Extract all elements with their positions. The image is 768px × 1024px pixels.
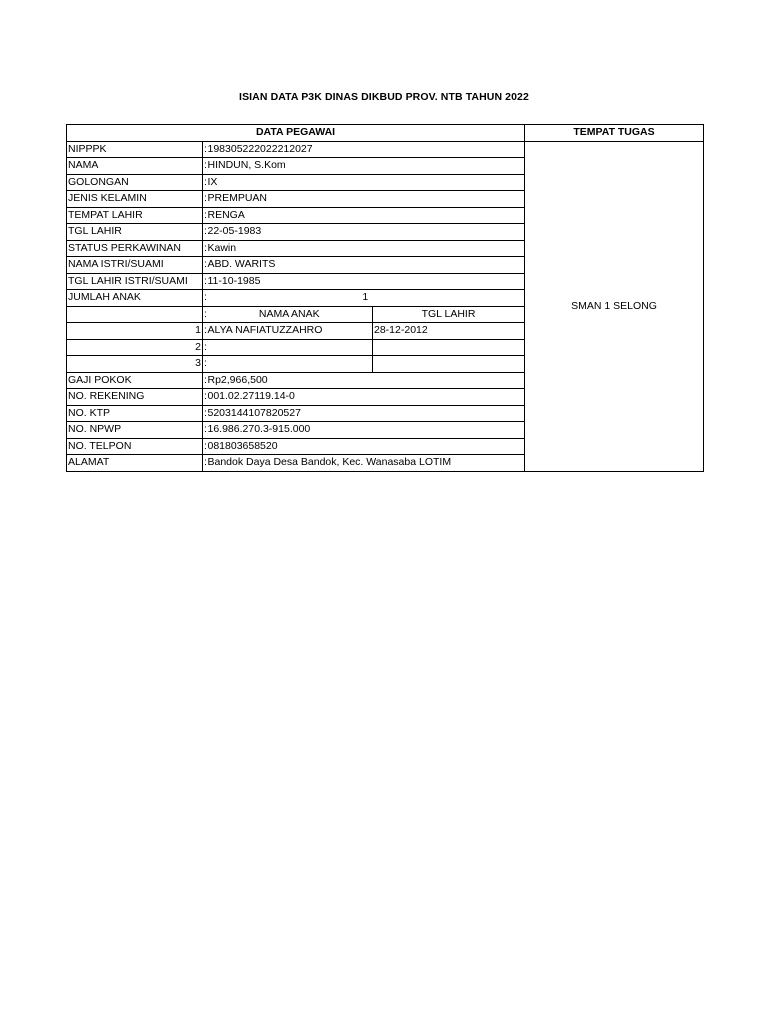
label-alamat: ALAMAT: [67, 455, 203, 472]
value-jenis-kelamin: PREMPUAN: [207, 191, 525, 208]
anak-tgl: [373, 356, 525, 373]
colon: :: [203, 207, 207, 224]
value-nama: HINDUN, S.Kom: [207, 158, 525, 175]
anak-no: 2: [67, 339, 203, 356]
label-no-rekening: NO. REKENING: [67, 389, 203, 406]
colon: :: [203, 389, 207, 406]
value-nama-istri-suami: ABD. WARITS: [207, 257, 525, 274]
value-no-telpon: 081803658520: [207, 438, 525, 455]
value-nipppk: 198305222022212027: [207, 141, 525, 158]
colon: :: [203, 158, 207, 175]
value-alamat: Bandok Daya Desa Bandok, Kec. Wanasaba LOTIM: [207, 455, 525, 472]
value-tgl-lahir: 22-05-1983: [207, 224, 525, 241]
header-tgl-lahir-anak: TGL LAHIR: [373, 306, 525, 323]
anak-nama: [207, 339, 373, 356]
anak-nama: [207, 356, 373, 373]
label-status-perkawinan: STATUS PERKAWINAN: [67, 240, 203, 257]
colon: :: [203, 372, 207, 389]
row-nipppk: [67, 141, 704, 158]
anak-tgl: 28-12-2012: [373, 323, 525, 340]
anak-tgl: [373, 339, 525, 356]
colon: :: [203, 224, 207, 241]
employee-data-table: [66, 124, 704, 472]
value-gaji-pokok: Rp2,966,500: [207, 372, 525, 389]
header-tempat-tugas: TEMPAT TUGAS: [525, 125, 704, 142]
colon: :: [203, 174, 207, 191]
value-no-npwp: 16.986.270.3-915.000: [207, 422, 525, 439]
anak-nama: ALYA NAFIATUZZAHRO: [207, 323, 373, 340]
value-no-rekening: 001.02.27119.14-0: [207, 389, 525, 406]
colon: :: [203, 455, 207, 472]
value-no-ktp: 5203144107820527: [207, 405, 525, 422]
value-tempat-lahir: RENGA: [207, 207, 525, 224]
value-status-perkawinan: Kawin: [207, 240, 525, 257]
label-nipppk: NIPPPK: [67, 141, 203, 158]
header-nama-anak: NAMA ANAK: [207, 306, 373, 323]
colon: :: [203, 240, 207, 257]
colon: :: [203, 356, 207, 373]
label-tgl-lahir-istri-suami: TGL LAHIR ISTRI/SUAMI: [67, 273, 203, 290]
colon: :: [203, 339, 207, 356]
colon: :: [203, 323, 207, 340]
colon: :: [203, 306, 207, 323]
colon: :: [203, 273, 207, 290]
value-tempat-tugas: SMAN 1 SELONG: [525, 141, 704, 471]
blank-cell: [67, 306, 203, 323]
colon: :: [203, 191, 207, 208]
header-data-pegawai: DATA PEGAWAI: [67, 125, 525, 142]
colon: :: [203, 405, 207, 422]
colon: :: [203, 257, 207, 274]
colon: :: [203, 141, 207, 158]
colon: :: [203, 290, 207, 307]
colon: :: [203, 438, 207, 455]
label-no-telpon: NO. TELPON: [67, 438, 203, 455]
label-no-npwp: NO. NPWP: [67, 422, 203, 439]
colon: :: [203, 422, 207, 439]
value-tgl-lahir-istri-suami: 11-10-1985: [207, 273, 525, 290]
label-nama-istri-suami: NAMA ISTRI/SUAMI: [67, 257, 203, 274]
label-jenis-kelamin: JENIS KELAMIN: [67, 191, 203, 208]
label-nama: NAMA: [67, 158, 203, 175]
page-title: ISIAN DATA P3K DINAS DIKBUD PROV. NTB TAHUN 2022: [239, 91, 529, 103]
header-row: [67, 125, 704, 142]
label-golongan: GOLONGAN: [67, 174, 203, 191]
label-tgl-lahir: TGL LAHIR: [67, 224, 203, 241]
anak-no: 1: [67, 323, 203, 340]
label-no-ktp: NO. KTP: [67, 405, 203, 422]
value-jumlah-anak: 1: [207, 290, 525, 307]
label-jumlah-anak: JUMLAH ANAK: [67, 290, 203, 307]
value-golongan: IX: [207, 174, 525, 191]
label-tempat-lahir: TEMPAT LAHIR: [67, 207, 203, 224]
label-gaji-pokok: GAJI POKOK: [67, 372, 203, 389]
anak-no: 3: [67, 356, 203, 373]
